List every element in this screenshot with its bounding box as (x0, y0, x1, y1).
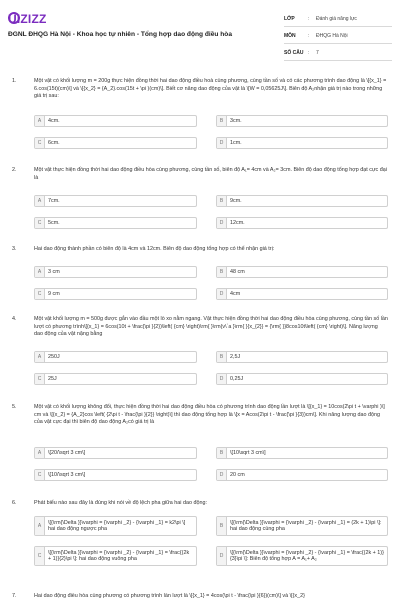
answer-option-d[interactable]: D 1cm. (216, 137, 388, 149)
answer-option-d[interactable]: D 20 cm (216, 469, 388, 481)
answer-option-c[interactable]: C 5cm. (34, 217, 197, 229)
question-number: 7. (12, 593, 17, 599)
question-text: Hai dao động thành phần có biên độ là 4cm và 12cm. Biên độ dao động tổng hợp có thể nhận giá trị: (34, 246, 275, 252)
worksheet-meta (284, 12, 392, 63)
answer-option-c[interactable]: C 6cm. (34, 137, 197, 149)
answer-option-a[interactable]: A 4cm. (34, 115, 197, 127)
answer-option-b[interactable]: B \[{\rm{\Delta }}\varphi = {\varphi _2} - {\varphi _1} = (2k + 1)\pi \]: hai dao động cùng pha (216, 516, 388, 536)
question-text: Phát biểu nào sau đây là đúng khi nói về độ lệch pha giữa hai dao động: (34, 500, 207, 506)
meta-row-class: LỚP : Đánh giá năng lực (284, 12, 392, 27)
question-number: 3. (12, 246, 17, 252)
answer-option-a[interactable]: A \[20/\sqrt 3 cm\] (34, 447, 197, 459)
answer-option-b[interactable]: B \[10\sqrt 3 cm\] (216, 447, 388, 459)
question-number: 1. (12, 78, 17, 84)
quizizz-logo (8, 12, 47, 26)
logo-text: UIZIZZ (8, 12, 47, 26)
answer-option-a[interactable]: A 3 cm (34, 266, 197, 278)
answer-option-b[interactable]: B 9cm. (216, 195, 388, 207)
worksheet-header (0, 0, 400, 64)
question-number: 2. (12, 167, 17, 173)
meta-value: 7 (316, 50, 319, 56)
question-text: Một vật thực hiện đồng thời hai dao động điều hòa cùng phương, cùng tần số, biên độ A₁= 4cm và A₂= 3cm. Biên độ dao động tổng hợp đạt cực đại là (34, 167, 387, 181)
answer-option-a[interactable]: A 7cm. (34, 195, 197, 207)
answer-option-c[interactable]: C 25J (34, 373, 197, 385)
question-number: 5. (12, 404, 17, 410)
answer-option-d[interactable]: D 4cm (216, 288, 388, 300)
answer-option-c[interactable]: C \[10/\sqrt 3 cm\] (34, 469, 197, 481)
answer-option-d[interactable]: D 0,25J (216, 373, 388, 385)
worksheet-title: ĐGNL ĐHQG Hà Nội - Khoa học tự nhiên - Tổng hợp dao động điều hòa (8, 31, 232, 38)
answer-option-b[interactable]: B 48 cm (216, 266, 388, 278)
logo-q-icon (8, 12, 20, 24)
question-text: Một vật khối lượng m = 500g được gắn vào đầu một lò xo nằm ngang. Vật thực hiện đồng thời hai dao động điều hòa cùng phương, cùng tần số lần lượt có phương trình\[{x_1} = 6cos(10t + \frac{\pi }{2})\left( {cm} \right)\rm{ }\rm{v\`a }\rm{ }{x_{2}} = {\rm{ }}8cos10t\left( {cm} \right)\]. Năng lượng dao động của vật nặng bằng (34, 316, 388, 338)
meta-row-subject: MÔN : ĐHQG Hà Nội (284, 29, 392, 44)
meta-row-count: SỐ CÂU : 7 (284, 46, 392, 61)
question-text: Một vật có khối lượng m = 200g thực hiện đồng thời hai dao động điều hoà cùng phương, cùng tần số và có các phương trình dao động là \[{x_1} = 6.cos(15t)(cm)\] và \[{x_2} = {A_2}.cos(15t + \pi )(cm)\]. Biết cơ năng dao động của vật là \[W = 0,05625J\]. Biên độ A₂nhận giá trị nào trong những giá trị sau: (34, 78, 387, 100)
answer-option-b[interactable]: B 3cm. (216, 115, 388, 127)
meta-value: Đánh giá năng lực (316, 16, 357, 22)
answer-option-c[interactable]: C \[{\rm{\Delta }}\varphi = {\varphi _2} - {\varphi _1} = \frac{(2k + 1)}{2}\pi \]: hai dao động vuông pha (34, 546, 197, 566)
answer-option-c[interactable]: C 9 cm (34, 288, 197, 300)
answer-option-a[interactable]: A \[{\rm{\Delta }}\varphi = {\varphi _2} - {\varphi _1} = k2\pi \] hai dao động ngược pha (34, 516, 197, 536)
question-text: Hai dao động điều hòa cùng phương có phương trình lần lượt là \[{x_1} = 4cos(\pi t - \frac{\pi }{6})(cm)\] và \[{x_2} (34, 593, 305, 599)
meta-label: SỐ CÂU (284, 50, 304, 56)
meta-label: LỚP (284, 16, 295, 22)
answer-option-b[interactable]: B 2,5J (216, 351, 388, 363)
question-text: Một vật có khối lượng không đổi, thực hiện đồng thời hai dao động điều hòa có phương trình dao động lần lượt là \[{x_1} = 10cos(2\pi t + \varphi )\] cm và \[{x_2} = {A_2}cos \left( {2\pi t - \frac{\pi }{2}} \right)\] thì dao động tổng hợp là \[x = Acos(2\pi t - \frac{\pi }{3})cm\]. Khi năng lượng dao động của vật cực đại thì biên độ dao động A₂có giá trị là (34, 404, 385, 426)
answer-option-d[interactable]: D 12cm. (216, 217, 388, 229)
answer-option-d[interactable]: D \[{\rm{\Delta }}\varphi = {\varphi _2} - {\varphi _1} = \frac{(2k + 1)}{3}\pi \]: Biên độ tổng hợp A = A₁+ A₂ (216, 546, 388, 566)
question-number: 4. (12, 316, 17, 322)
question-number: 6. (12, 500, 17, 506)
meta-label: MÔN (284, 33, 296, 39)
answer-option-a[interactable]: A 250J (34, 351, 197, 363)
meta-value: ĐHQG Hà Nội (316, 33, 348, 39)
